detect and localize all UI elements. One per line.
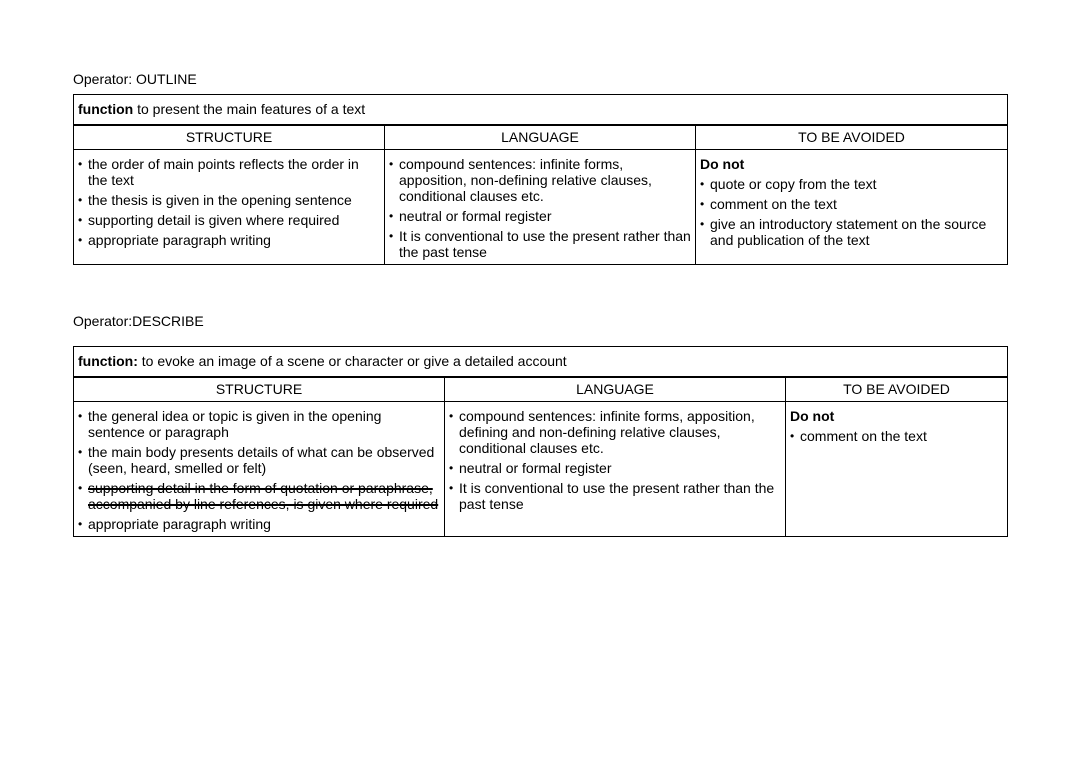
body-row	[74, 150, 1007, 264]
outline-table	[73, 94, 1008, 265]
list-item: • the main body presents details of what can be observed (seen, heard, smelled or felt)	[78, 444, 440, 476]
header-avoided: TO BE AVOIDED	[798, 129, 905, 145]
list-item: • comment on the text	[700, 196, 1003, 212]
avoided-list	[700, 176, 1003, 248]
language-cell	[385, 150, 696, 264]
header-structure: STRUCTURE	[74, 378, 445, 401]
list-item: • comment on the text	[790, 428, 1003, 444]
list-item: • supporting detail is given where required	[78, 212, 380, 228]
function-label: function	[78, 101, 134, 117]
function-row	[74, 347, 1007, 378]
list-item: • It is conventional to use the present rather than the past tense	[449, 480, 781, 512]
list-item: • quote or copy from the text	[700, 176, 1003, 192]
list-item: • compound sentences: infinite forms, apposition, non-defining relative clauses, conditional clauses etc.	[389, 156, 691, 204]
language-cell	[445, 402, 786, 536]
function-label: function:	[78, 353, 138, 369]
function-row	[74, 95, 1007, 126]
structure-cell	[74, 402, 445, 536]
header-language: LANGUAGE	[385, 126, 696, 149]
structure-list	[78, 408, 440, 532]
header-row	[74, 378, 1007, 402]
struck-list-item: • supporting detail in the form of quotation or paraphrase, accompanied by line references, is given where required	[78, 480, 440, 512]
list-item: • the thesis is given in the opening sentence	[78, 192, 380, 208]
header-language: LANGUAGE	[445, 378, 786, 401]
body-row	[74, 402, 1007, 536]
list-item: • neutral or formal register	[449, 460, 781, 476]
structure-cell	[74, 150, 385, 264]
language-list	[449, 408, 781, 512]
structure-list	[78, 156, 380, 248]
do-not-label: Do not	[700, 156, 745, 172]
header-row	[74, 126, 1007, 150]
list-item: • compound sentences: infinite forms, apposition, defining and non-defining relative clauses, conditional clauses etc.	[449, 408, 781, 456]
avoided-cell	[786, 402, 1007, 536]
operator-heading-outline: Operator: OUTLINE	[73, 71, 197, 87]
describe-table	[73, 346, 1008, 537]
list-item: • neutral or formal register	[389, 208, 691, 224]
header-avoided: TO BE AVOIDED	[843, 381, 950, 397]
list-item: • appropriate paragraph writing	[78, 232, 380, 248]
list-item: • It is conventional to use the present rather than the past tense	[389, 228, 691, 260]
list-item: • the order of main points reflects the order in the text	[78, 156, 380, 188]
list-item: • appropriate paragraph writing	[78, 516, 440, 532]
do-not-label: Do not	[790, 408, 835, 424]
list-item: • the general idea or topic is given in the opening sentence or paragraph	[78, 408, 440, 440]
function-text: to evoke an image of a scene or character or give a detailed account	[137, 353, 567, 369]
language-list	[389, 156, 691, 260]
avoided-list	[790, 428, 1003, 444]
avoided-cell	[696, 150, 1007, 264]
operator-heading-describe: Operator:DESCRIBE	[73, 313, 204, 329]
function-text: to present the main features of a text	[133, 101, 366, 117]
header-structure: STRUCTURE	[74, 126, 385, 149]
list-item: • give an introductory statement on the source and publication of the text	[700, 216, 1003, 248]
